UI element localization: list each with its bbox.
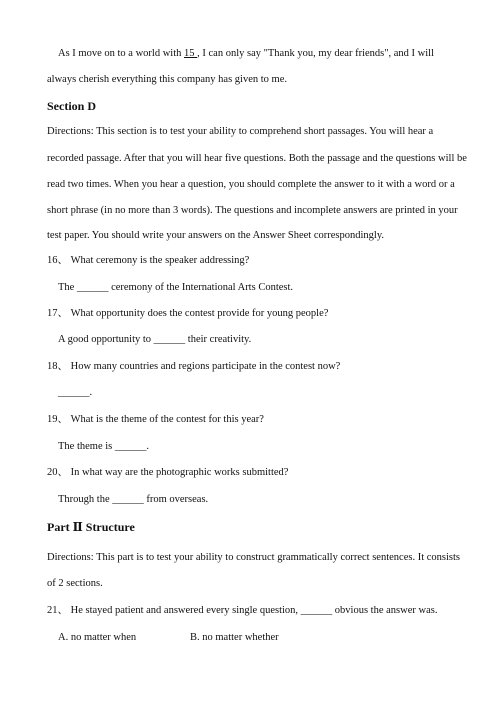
question-19: 19、 What is the theme of the contest for this year?	[47, 414, 264, 425]
blank-15: 15	[184, 48, 198, 59]
section-d-directions-line-1: Directions: This section is to test your ability to comprehend short passages. You will hear a	[47, 126, 434, 137]
section-d-directions-line-3: read two times. When you hear a question, you should complete the answer to it with a word or a	[47, 179, 455, 190]
question-20: 20、 In what way are the photographic works submitted?	[47, 467, 289, 478]
part-two-directions-line-1: Directions: This part is to test your ability to construct grammatically correct sentences. It consists	[47, 552, 460, 563]
answer-16: The ______ ceremony of the International Arts Contest.	[58, 282, 294, 293]
answer-18: ______.	[58, 387, 93, 398]
section-d-directions-line-5: test paper. You should write your answers on the Answer Sheet correspondingly.	[47, 230, 385, 241]
section-d-directions-line-4: short phrase (in no more than 3 words). The questions and incomplete answers are printed in your	[47, 205, 458, 216]
question-21: 21、 He stayed patient and answered every single question, ______ obvious the answer was.	[47, 605, 438, 616]
intro-text-after: , I can only say "Thank you, my dear friends", and I will	[197, 48, 435, 59]
part-two-directions-line-2: of 2 sections.	[47, 578, 103, 589]
question-18: 18、 How many countries and regions participate in the contest now?	[47, 361, 341, 372]
answer-17: A good opportunity to ______ their creativity.	[58, 334, 252, 345]
intro-line-1	[58, 47, 478, 61]
answer-19: The theme is ______.	[58, 441, 149, 452]
part-two-title: Part Ⅱ Structure	[47, 520, 135, 534]
option-b: B. no matter whether	[190, 632, 279, 643]
intro-text-before: As I move on to a world with	[58, 48, 184, 59]
question-17: 17、 What opportunity does the contest provide for young people?	[47, 308, 329, 319]
section-d-directions-line-2: recorded passage. After that you will hear five questions. Both the passage and the questions will be	[47, 153, 467, 164]
answer-20: Through the ______ from overseas.	[58, 494, 209, 505]
section-d-title: Section D	[47, 99, 96, 113]
question-21-options	[58, 631, 478, 645]
option-a: A. no matter when	[58, 632, 137, 643]
intro-line-2: always cherish everything this company has given to me.	[47, 74, 287, 85]
question-16: 16、 What ceremony is the speaker addressing?	[47, 255, 250, 266]
